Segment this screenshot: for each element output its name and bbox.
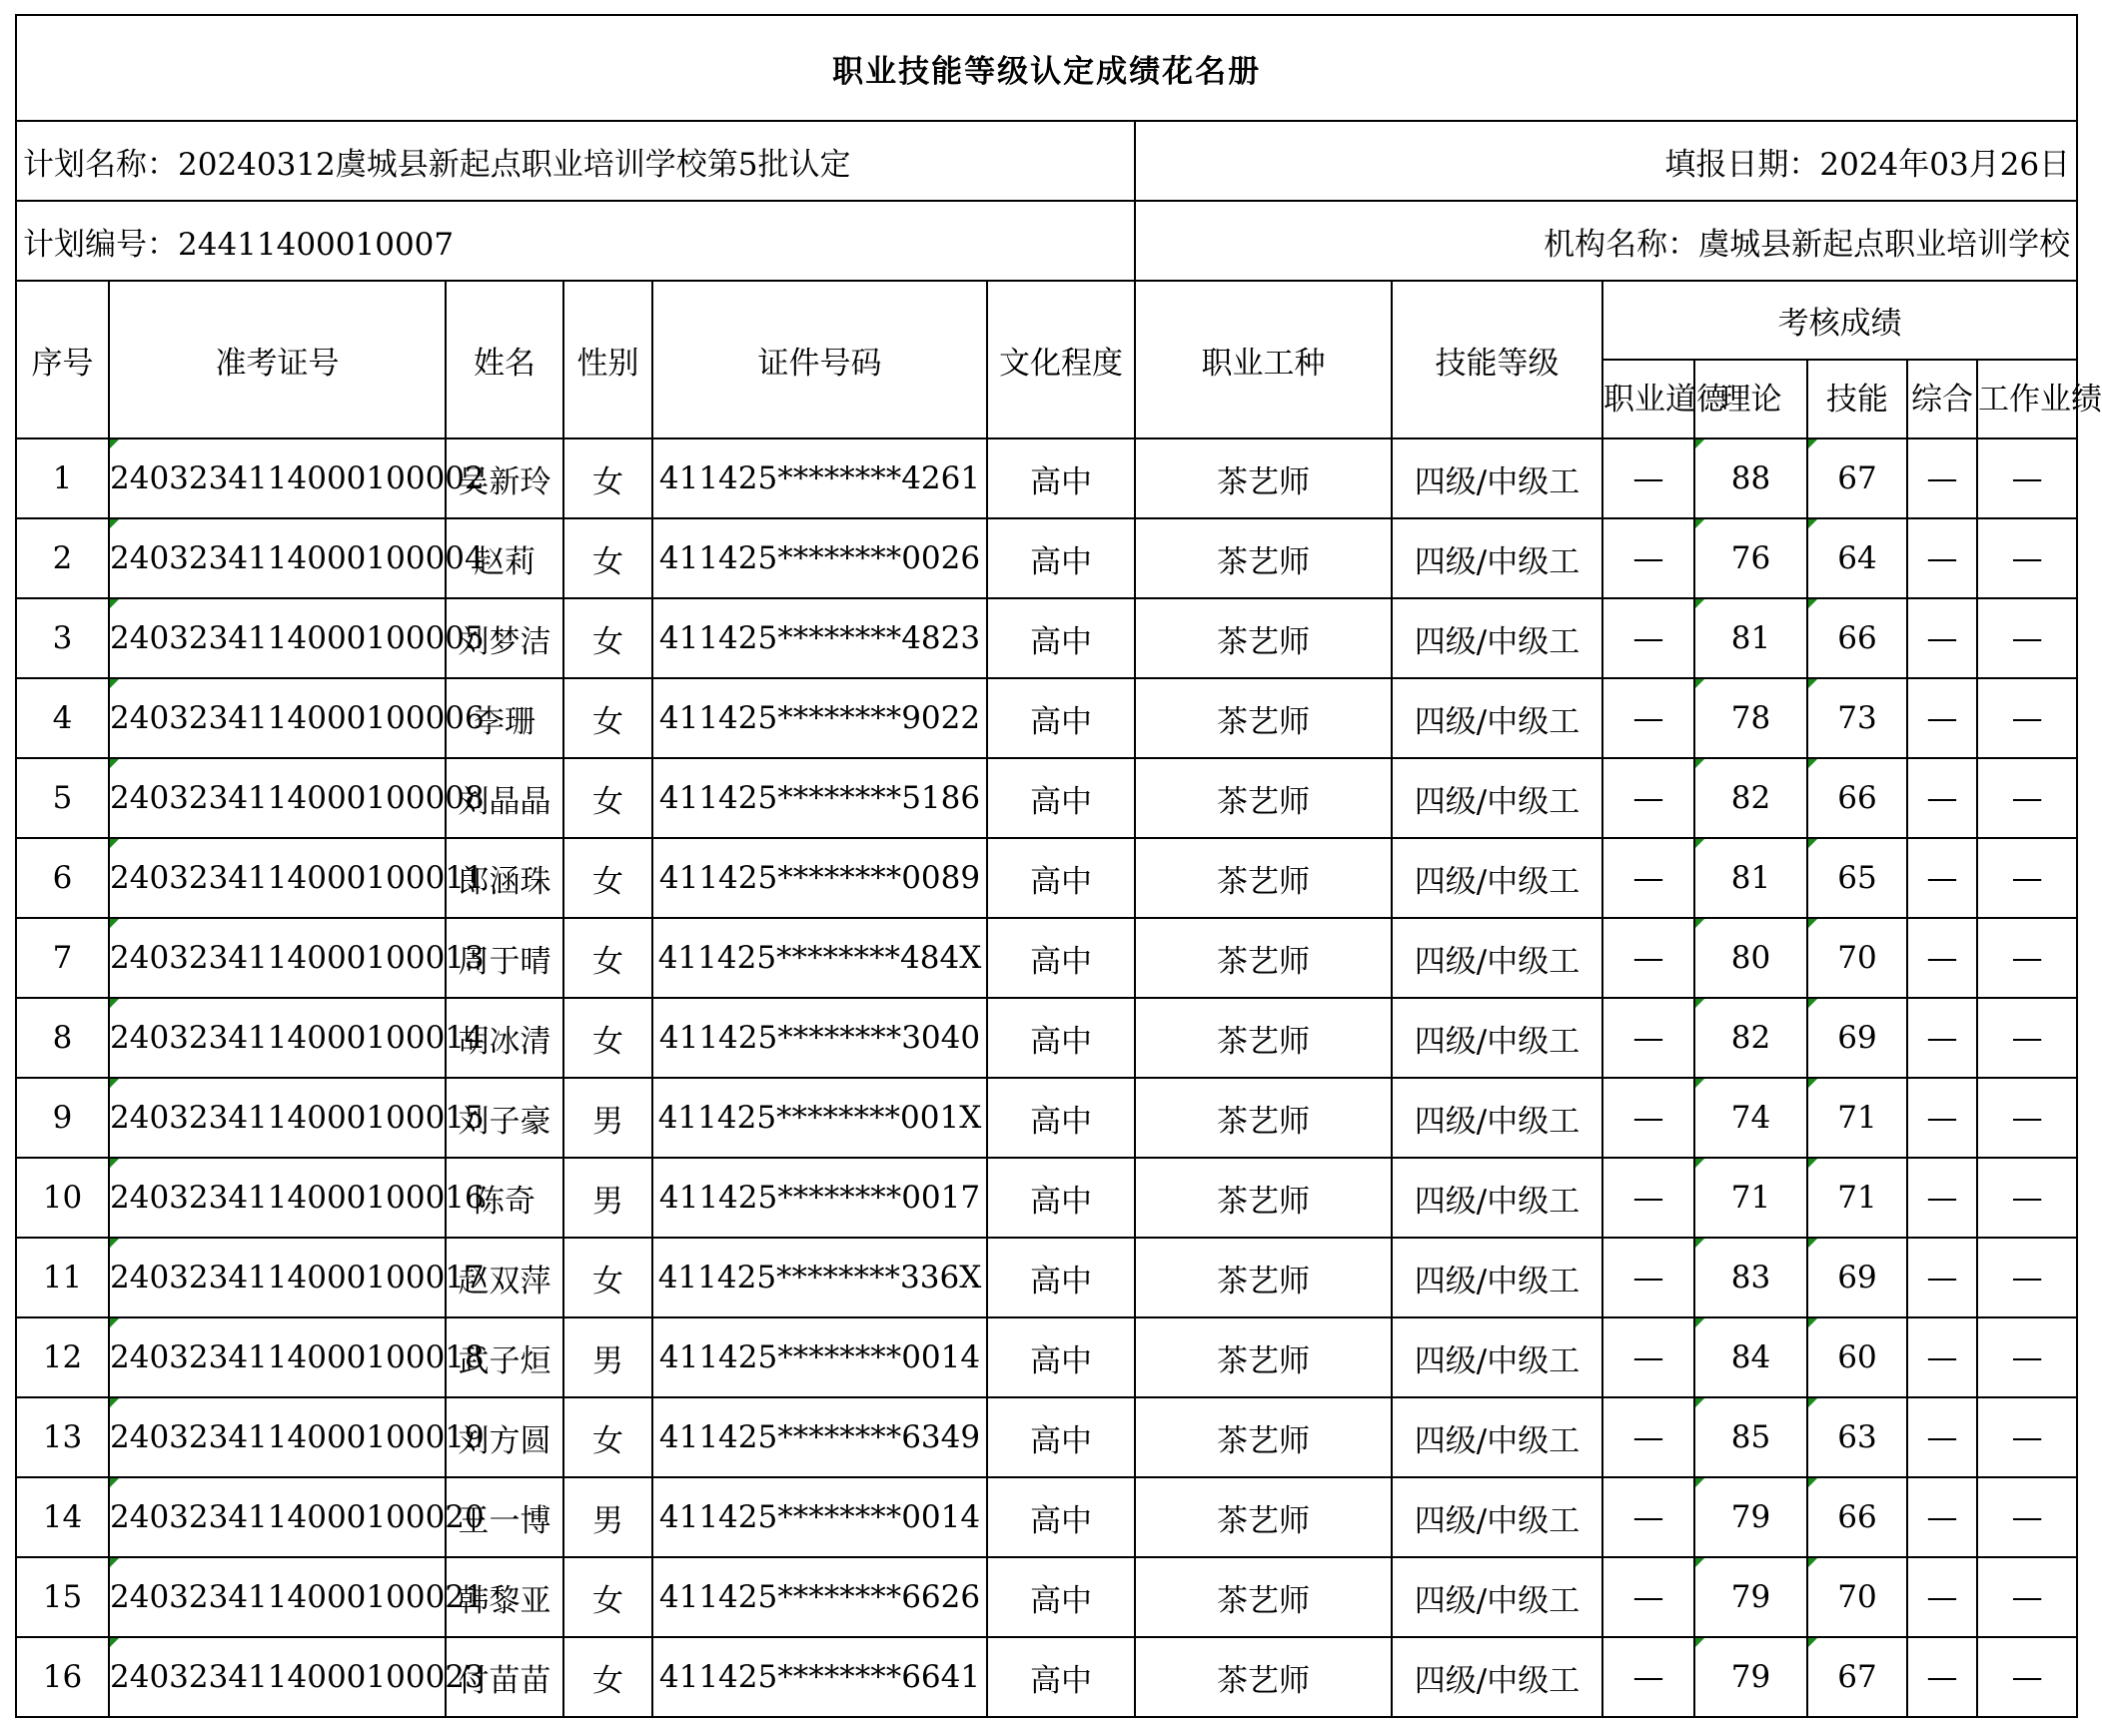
cell-theory: 79: [1694, 1477, 1807, 1557]
cell-work-performance: —: [1977, 438, 2077, 518]
cell-seq: 7: [16, 918, 109, 998]
cell-gender: 女: [563, 758, 652, 838]
cell-occupation: 茶艺师: [1135, 1317, 1392, 1397]
table-row: [16, 678, 2077, 758]
cell-id-number: 411425********5186: [652, 758, 987, 838]
cell-skill: 67: [1807, 1637, 1907, 1717]
cell-education: 高中: [987, 1078, 1135, 1158]
cell-theory: 83: [1694, 1238, 1807, 1317]
cell-gender: 女: [563, 1557, 652, 1637]
cell-skill-level: 四级/中级工: [1392, 1477, 1602, 1557]
cell-name: 刘梦洁: [446, 598, 563, 678]
cell-comprehensive: —: [1907, 518, 1977, 598]
cell-skill: 66: [1807, 598, 1907, 678]
cell-skill-level: 四级/中级工: [1392, 1637, 1602, 1717]
cell-work-performance: —: [1977, 1158, 2077, 1238]
cell-id-number: 411425********0089: [652, 838, 987, 918]
cell-comprehensive: —: [1907, 1158, 1977, 1238]
cell-education: 高中: [987, 598, 1135, 678]
cell-name: 陈奇: [446, 1158, 563, 1238]
cell-ticket: 2403234114000100005: [109, 598, 446, 678]
cell-gender: 女: [563, 598, 652, 678]
table-row: [16, 1637, 2077, 1717]
cell-gender: 女: [563, 918, 652, 998]
cell-ticket: 2403234114000100015: [109, 1078, 446, 1158]
cell-ticket: 2403234114000100018: [109, 1317, 446, 1397]
cell-gender: 女: [563, 438, 652, 518]
cell-education: 高中: [987, 678, 1135, 758]
cell-education: 高中: [987, 1317, 1135, 1397]
header-scores-group: 考核成绩: [1602, 281, 2077, 360]
table-row: [16, 1078, 2077, 1158]
cell-ethics: —: [1602, 1637, 1694, 1717]
table-row: [16, 438, 2077, 518]
cell-seq: 13: [16, 1397, 109, 1477]
cell-name: 郎涵珠: [446, 838, 563, 918]
cell-ticket: 2403234114000100008: [109, 758, 446, 838]
cell-comprehensive: —: [1907, 1557, 1977, 1637]
header-ticket: 准考证号: [109, 281, 446, 438]
table-row: [16, 838, 2077, 918]
cell-education: 高中: [987, 1238, 1135, 1317]
cell-name: 刘方圆: [446, 1397, 563, 1477]
cell-comprehensive: —: [1907, 1637, 1977, 1717]
header-seq: 序号: [16, 281, 109, 438]
cell-seq: 14: [16, 1477, 109, 1557]
cell-ticket: 2403234114000100016: [109, 1158, 446, 1238]
header-ethics: 职业道德: [1602, 360, 1694, 438]
cell-skill: 67: [1807, 438, 1907, 518]
cell-name: 李珊: [446, 678, 563, 758]
cell-ethics: —: [1602, 1477, 1694, 1557]
cell-ethics: —: [1602, 918, 1694, 998]
cell-work-performance: —: [1977, 1557, 2077, 1637]
cell-gender: 女: [563, 998, 652, 1078]
cell-ethics: —: [1602, 998, 1694, 1078]
cell-ethics: —: [1602, 1158, 1694, 1238]
cell-gender: 男: [563, 1078, 652, 1158]
header-occupation: 职业工种: [1135, 281, 1392, 438]
cell-gender: 女: [563, 678, 652, 758]
cell-skill-level: 四级/中级工: [1392, 678, 1602, 758]
cell-comprehensive: —: [1907, 838, 1977, 918]
cell-education: 高中: [987, 998, 1135, 1078]
cell-comprehensive: —: [1907, 1397, 1977, 1477]
cell-occupation: 茶艺师: [1135, 678, 1392, 758]
roster-sheet: [15, 14, 2102, 1718]
cell-id-number: 411425********6626: [652, 1557, 987, 1637]
cell-work-performance: —: [1977, 1397, 2077, 1477]
cell-skill: 66: [1807, 1477, 1907, 1557]
cell-seq: 1: [16, 438, 109, 518]
cell-skill-level: 四级/中级工: [1392, 758, 1602, 838]
roster-table: [15, 14, 2102, 1718]
cell-occupation: 茶艺师: [1135, 518, 1392, 598]
cell-skill: 69: [1807, 1238, 1907, 1317]
cell-name: 王一博: [446, 1477, 563, 1557]
cell-seq: 11: [16, 1238, 109, 1317]
cell-occupation: 茶艺师: [1135, 1078, 1392, 1158]
cell-seq: 16: [16, 1637, 109, 1717]
cell-name: 刘晶晶: [446, 758, 563, 838]
cell-name: 赵莉: [446, 518, 563, 598]
cell-gender: 女: [563, 1397, 652, 1477]
cell-ethics: —: [1602, 678, 1694, 758]
cell-ethics: —: [1602, 518, 1694, 598]
cell-ethics: —: [1602, 598, 1694, 678]
table-row: [16, 1477, 2077, 1557]
cell-theory: 81: [1694, 838, 1807, 918]
cell-ticket: 2403234114000100004: [109, 518, 446, 598]
cell-gender: 女: [563, 1637, 652, 1717]
cell-ticket: 2403234114000100019: [109, 1397, 446, 1477]
header-name: 姓名: [446, 281, 563, 438]
cell-ticket: 2403234114000100014: [109, 998, 446, 1078]
cell-seq: 8: [16, 998, 109, 1078]
cell-seq: 15: [16, 1557, 109, 1637]
cell-education: 高中: [987, 1397, 1135, 1477]
cell-occupation: 茶艺师: [1135, 1477, 1392, 1557]
header-id-number: 证件号码: [652, 281, 987, 438]
cell-id-number: 411425********001X: [652, 1078, 987, 1158]
header-work-performance: 工作业绩: [1977, 360, 2077, 438]
table-row: [16, 598, 2077, 678]
cell-skill: 63: [1807, 1397, 1907, 1477]
cell-ticket: 2403234114000100006: [109, 678, 446, 758]
cell-seq: 4: [16, 678, 109, 758]
cell-ethics: —: [1602, 758, 1694, 838]
cell-gender: 女: [563, 1238, 652, 1317]
cell-education: 高中: [987, 1637, 1135, 1717]
table-row: [16, 518, 2077, 598]
cell-theory: 82: [1694, 998, 1807, 1078]
cell-skill: 71: [1807, 1158, 1907, 1238]
cell-work-performance: —: [1977, 518, 2077, 598]
cell-work-performance: —: [1977, 1637, 2077, 1717]
cell-id-number: 411425********9022: [652, 678, 987, 758]
cell-id-number: 411425********6349: [652, 1397, 987, 1477]
cell-seq: 9: [16, 1078, 109, 1158]
cell-seq: 3: [16, 598, 109, 678]
cell-occupation: 茶艺师: [1135, 1397, 1392, 1477]
cell-work-performance: —: [1977, 1477, 2077, 1557]
cell-ticket: 2403234114000100021: [109, 1557, 446, 1637]
cell-occupation: 茶艺师: [1135, 1637, 1392, 1717]
cell-education: 高中: [987, 1158, 1135, 1238]
cell-skill-level: 四级/中级工: [1392, 1158, 1602, 1238]
cell-skill: 66: [1807, 758, 1907, 838]
cell-skill-level: 四级/中级工: [1392, 1317, 1602, 1397]
cell-ethics: —: [1602, 1317, 1694, 1397]
cell-ethics: —: [1602, 838, 1694, 918]
cell-ticket: 2403234114000100017: [109, 1238, 446, 1317]
header-education: 文化程度: [987, 281, 1135, 438]
cell-id-number: 411425********0014: [652, 1477, 987, 1557]
cell-education: 高中: [987, 918, 1135, 998]
cell-gender: 男: [563, 1158, 652, 1238]
cell-skill: 73: [1807, 678, 1907, 758]
cell-comprehensive: —: [1907, 1078, 1977, 1158]
cell-theory: 79: [1694, 1637, 1807, 1717]
header-skill: 技能: [1807, 360, 1907, 438]
cell-ticket: 2403234114000100013: [109, 918, 446, 998]
table-row: [16, 998, 2077, 1078]
cell-skill: 70: [1807, 1557, 1907, 1637]
cell-occupation: 茶艺师: [1135, 998, 1392, 1078]
cell-seq: 2: [16, 518, 109, 598]
cell-work-performance: —: [1977, 1078, 2077, 1158]
cell-ticket: 2403234114000100002: [109, 438, 446, 518]
cell-comprehensive: —: [1907, 998, 1977, 1078]
cell-work-performance: —: [1977, 598, 2077, 678]
cell-work-performance: —: [1977, 838, 2077, 918]
cell-gender: 男: [563, 1477, 652, 1557]
cell-name: 武子烜: [446, 1317, 563, 1397]
cell-education: 高中: [987, 838, 1135, 918]
cell-name: 周于晴: [446, 918, 563, 998]
cell-skill: 71: [1807, 1078, 1907, 1158]
table-row: [16, 1397, 2077, 1477]
cell-id-number: 411425********0014: [652, 1317, 987, 1397]
cell-skill: 60: [1807, 1317, 1907, 1397]
cell-skill-level: 四级/中级工: [1392, 598, 1602, 678]
cell-skill-level: 四级/中级工: [1392, 1397, 1602, 1477]
cell-gender: 女: [563, 518, 652, 598]
cell-skill-level: 四级/中级工: [1392, 918, 1602, 998]
table-row: [16, 1317, 2077, 1397]
cell-theory: 71: [1694, 1158, 1807, 1238]
cell-theory: 88: [1694, 438, 1807, 518]
cell-work-performance: —: [1977, 1317, 2077, 1397]
header-comprehensive: 综合: [1907, 360, 1977, 438]
cell-seq: 5: [16, 758, 109, 838]
cell-comprehensive: —: [1907, 438, 1977, 518]
cell-gender: 女: [563, 838, 652, 918]
cell-seq: 6: [16, 838, 109, 918]
cell-comprehensive: —: [1907, 1238, 1977, 1317]
cell-skill: 70: [1807, 918, 1907, 998]
cell-skill-level: 四级/中级工: [1392, 838, 1602, 918]
cell-theory: 74: [1694, 1078, 1807, 1158]
cell-id-number: 411425********4261: [652, 438, 987, 518]
cell-education: 高中: [987, 438, 1135, 518]
cell-id-number: 411425********4823: [652, 598, 987, 678]
cell-occupation: 茶艺师: [1135, 838, 1392, 918]
org-name: 机构名称：虞城县新起点职业培训学校: [1135, 201, 2077, 281]
cell-work-performance: —: [1977, 1238, 2077, 1317]
cell-id-number: 411425********336X: [652, 1238, 987, 1317]
cell-comprehensive: —: [1907, 1317, 1977, 1397]
cell-id-number: 411425********484X: [652, 918, 987, 998]
cell-ticket: 2403234114000100020: [109, 1477, 446, 1557]
cell-occupation: 茶艺师: [1135, 438, 1392, 518]
cell-theory: 79: [1694, 1557, 1807, 1637]
cell-name: 吴新玲: [446, 438, 563, 518]
cell-comprehensive: —: [1907, 598, 1977, 678]
cell-theory: 78: [1694, 678, 1807, 758]
cell-education: 高中: [987, 758, 1135, 838]
cell-occupation: 茶艺师: [1135, 1557, 1392, 1637]
cell-skill: 65: [1807, 838, 1907, 918]
cell-skill: 69: [1807, 998, 1907, 1078]
cell-skill-level: 四级/中级工: [1392, 1238, 1602, 1317]
header-skill-level: 技能等级: [1392, 281, 1602, 438]
cell-skill-level: 四级/中级工: [1392, 998, 1602, 1078]
cell-ethics: —: [1602, 1078, 1694, 1158]
cell-comprehensive: —: [1907, 918, 1977, 998]
cell-comprehensive: —: [1907, 678, 1977, 758]
cell-id-number: 411425********0017: [652, 1158, 987, 1238]
table-row: [16, 758, 2077, 838]
cell-id-number: 411425********0026: [652, 518, 987, 598]
cell-seq: 12: [16, 1317, 109, 1397]
cell-comprehensive: —: [1907, 758, 1977, 838]
cell-work-performance: —: [1977, 918, 2077, 998]
cell-comprehensive: —: [1907, 1477, 1977, 1557]
cell-ticket: 2403234114000100011: [109, 838, 446, 918]
cell-education: 高中: [987, 1477, 1135, 1557]
cell-skill-level: 四级/中级工: [1392, 518, 1602, 598]
cell-id-number: 411425********6641: [652, 1637, 987, 1717]
page-title: 职业技能等级认定成绩花名册: [16, 15, 2077, 121]
cell-name: 韩黎亚: [446, 1557, 563, 1637]
cell-id-number: 411425********3040: [652, 998, 987, 1078]
cell-theory: 85: [1694, 1397, 1807, 1477]
table-row: [16, 1158, 2077, 1238]
cell-skill-level: 四级/中级工: [1392, 438, 1602, 518]
cell-occupation: 茶艺师: [1135, 1158, 1392, 1238]
cell-ticket: 2403234114000100023: [109, 1637, 446, 1717]
cell-work-performance: —: [1977, 758, 2077, 838]
cell-theory: 81: [1694, 598, 1807, 678]
table-row: [16, 1557, 2077, 1637]
plan-number: 计划编号：24411400010007: [16, 201, 1135, 281]
cell-work-performance: —: [1977, 998, 2077, 1078]
cell-skill: 64: [1807, 518, 1907, 598]
cell-work-performance: —: [1977, 678, 2077, 758]
header-theory: 理论: [1694, 360, 1807, 438]
cell-occupation: 茶艺师: [1135, 758, 1392, 838]
table-row: [16, 1238, 2077, 1317]
cell-theory: 80: [1694, 918, 1807, 998]
fill-date: 填报日期：2024年03月26日: [1135, 121, 2077, 201]
cell-occupation: 茶艺师: [1135, 598, 1392, 678]
cell-ethics: —: [1602, 1238, 1694, 1317]
cell-name: 刘子豪: [446, 1078, 563, 1158]
cell-ethics: —: [1602, 1557, 1694, 1637]
cell-ethics: —: [1602, 1397, 1694, 1477]
cell-name: 付苗苗: [446, 1637, 563, 1717]
cell-occupation: 茶艺师: [1135, 918, 1392, 998]
cell-ethics: —: [1602, 438, 1694, 518]
header-gender: 性别: [563, 281, 652, 438]
cell-theory: 76: [1694, 518, 1807, 598]
cell-education: 高中: [987, 1557, 1135, 1637]
cell-education: 高中: [987, 518, 1135, 598]
cell-gender: 男: [563, 1317, 652, 1397]
cell-theory: 82: [1694, 758, 1807, 838]
cell-skill-level: 四级/中级工: [1392, 1078, 1602, 1158]
cell-skill-level: 四级/中级工: [1392, 1557, 1602, 1637]
cell-name: 胡冰清: [446, 998, 563, 1078]
cell-theory: 84: [1694, 1317, 1807, 1397]
cell-name: 赵双萍: [446, 1238, 563, 1317]
plan-name: 计划名称：20240312虞城县新起点职业培训学校第5批认定: [16, 121, 1135, 201]
cell-occupation: 茶艺师: [1135, 1238, 1392, 1317]
cell-seq: 10: [16, 1158, 109, 1238]
table-row: [16, 918, 2077, 998]
